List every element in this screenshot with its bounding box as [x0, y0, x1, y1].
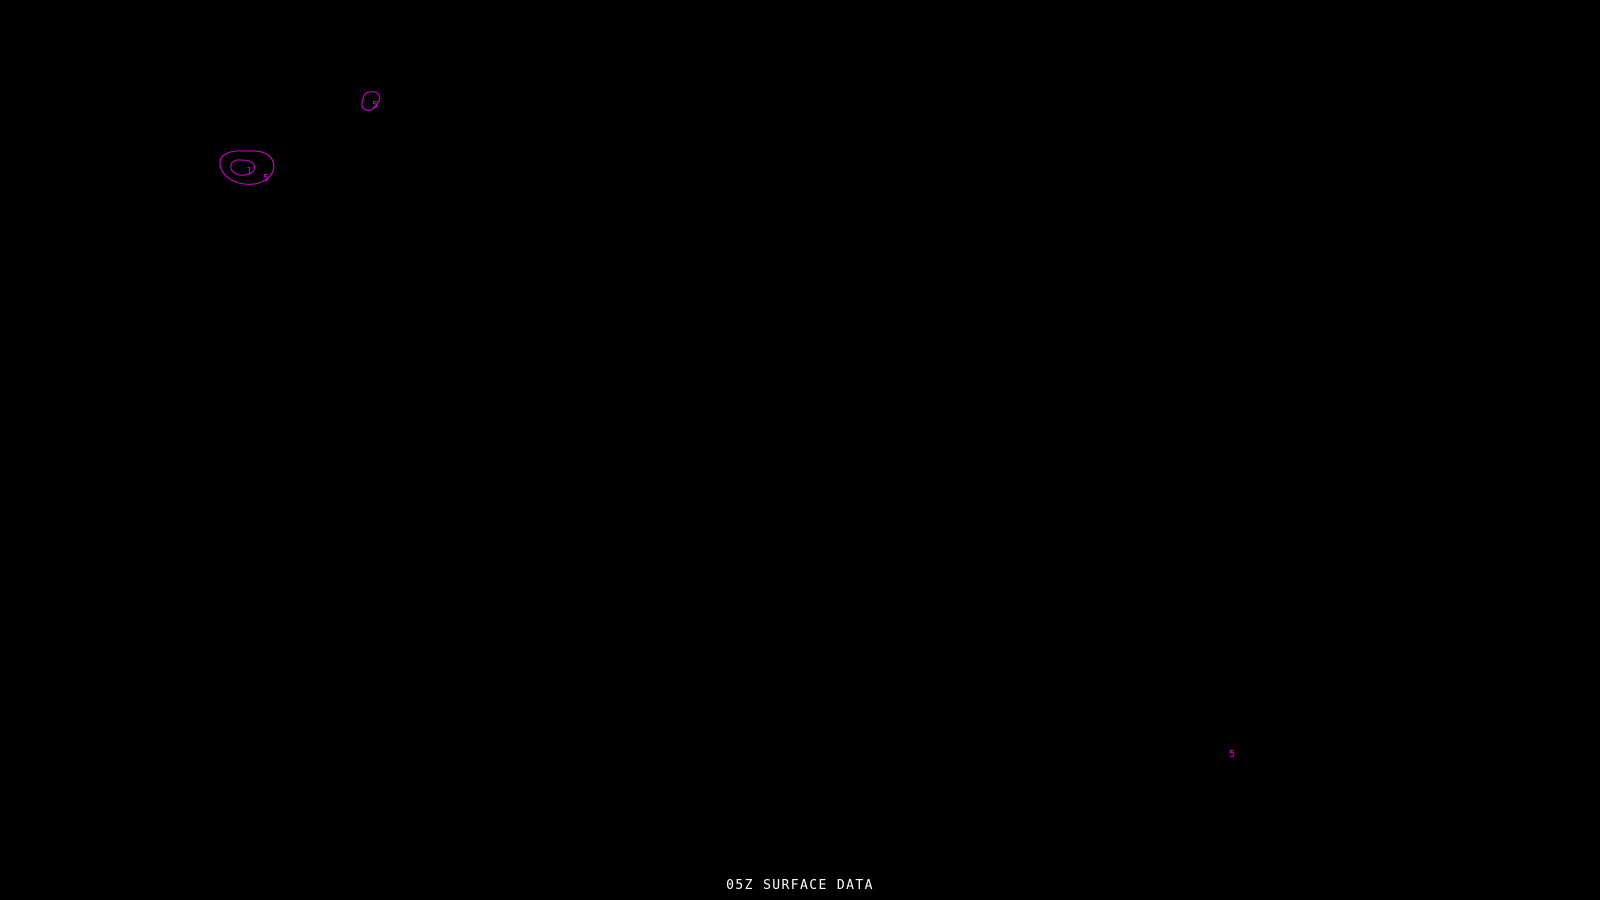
contour-label: 1 — [246, 166, 253, 177]
contour-label: 5 — [1229, 749, 1236, 760]
map-caption: 05Z SURFACE DATA — [726, 878, 874, 893]
contour-label: 5 — [263, 173, 270, 184]
contour-label: 5 — [372, 100, 379, 111]
